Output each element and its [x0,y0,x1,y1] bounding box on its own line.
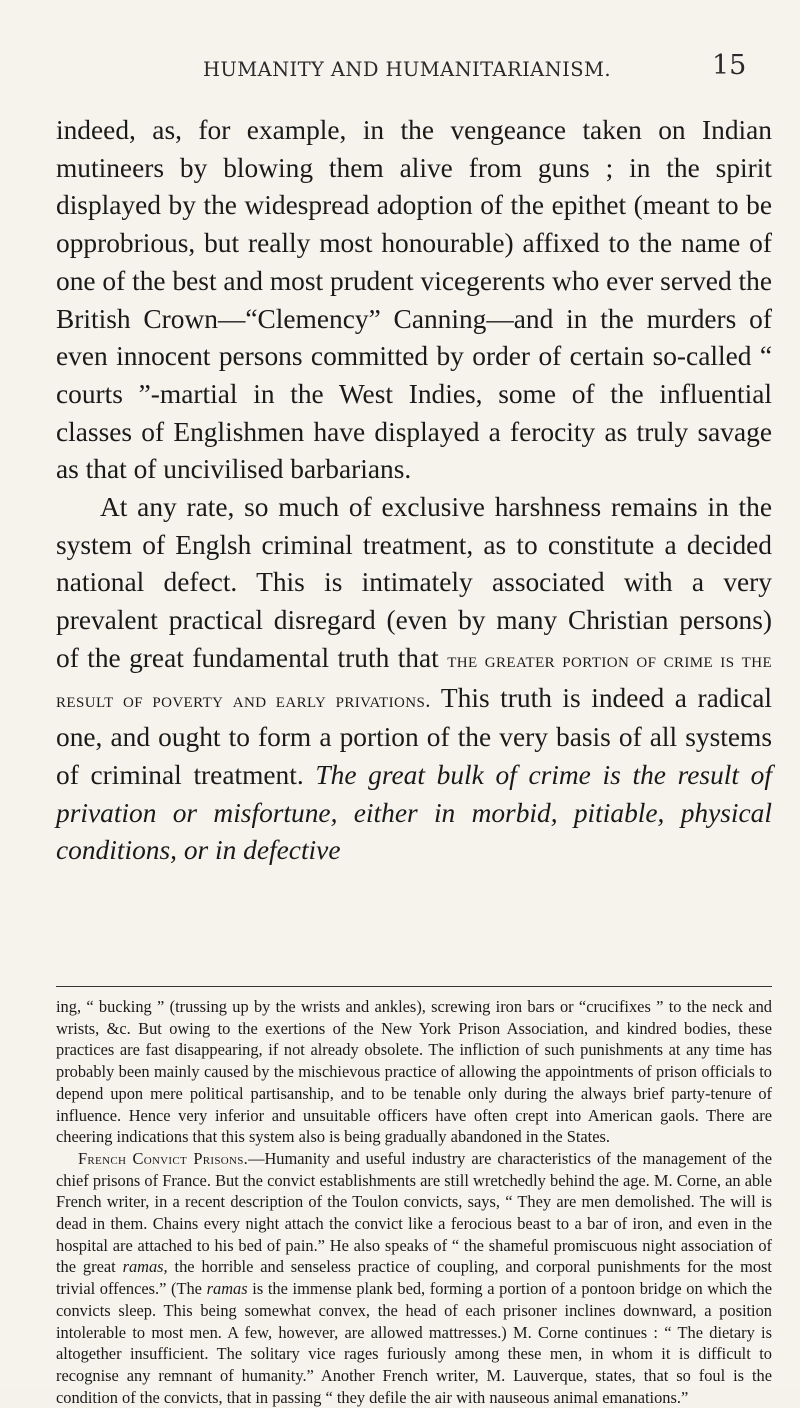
footnote-p2-italic-2: ramas [206,1279,248,1299]
footnote-paragraph-2 [56,1148,772,1408]
footnote-heading: French Convict Prisons. [78,1148,249,1168]
main-paragraph-2-italic: The great bulk of crime is the result of privation or misfortune, either in morbid, pitiable, physical conditions, or in defective [56,759,772,866]
main-paragraph-2-smallcaps: the greater portion of crime is the result of poverty and early privations. [56,647,773,712]
footnote-paragraph-1 [56,996,772,1148]
main-paragraph-1-text: indeed, as, for example, in the vengeance taken on Indian mutineers by blowing them alive from guns ; in the spirit displayed by the widespread adoption of the epithet (meant to be opprobrious, but really most honourable) affixed to the name of one of the best and most prudent vicegerents who ever served the British Crown—“Clemency” Canning—and in the murders of even innocent persons committed by order of certain so-called “ courts ”-martial in the West Indies, some of the influential classes of Englishmen have displayed a ferocity as truly savage as that of uncivilised barbarians. [56,115,772,485]
main-paragraph-2-tail: This truth is indeed a radical one, and ought to form a portion of the very basis of all systems of criminal treatment. [56,682,772,790]
footnote-paragraph-1-text: ing, “ bucking ” (trussing up by the wrists and ankles), screwing iron bars or “crucifixes ” to the neck and wrists, &c. But owing to the exertions of the New York Prison Association, and kindred bodies, these practices are fast disappearing, if not already obsolete. The infliction of such punishments at any time has probably been mainly caused by the mischievous practice of allowing the appointments of prison officials to depend upon mere political partisanship, and to be tenable only during the always brief party-tenure of influence. Hence very inferior and unsuitable officers have often crept into American gaols. There are cheering indications that this system also is being gradually abandoned in the States. [56,997,772,1147]
main-paragraph-2-lead: At any rate, so much of exclusive harshness remains in the system of Englsh criminal treatment, as to constitute a decided national defect. This is intimately associated with a very prevalent practical disregard (even by many Christian persons) of the great fundamental truth that [56,492,772,673]
running-title: HUMANITY AND HUMANITARIANISM. [203,58,611,81]
footnote-p2-part1: —Humanity and useful industry are characteristics of the management of the chief prisons of France. But the convict establishments are still wretchedly behind the age. M. Corne, an able French writer, in a recent description of the Toulon convicts, says, “ They are men demolished. The will is dead in them. Chains every night attach the convict like a ferocious beast to a bar of iron, and even in the hospital are attached to his bed of pain.” He also speaks of “ the shameful promiscuous night association of the great [56,1148,772,1277]
main-text [56,112,772,870]
footnote-p2-part3: is the immense plank bed, forming a portion of a pontoon bridge on which the convicts sleep. This being somewhat convex, the head of each prisoner inclines downward, a position intolerable to most men. A few, however, are allowed mattresses.) M. Corne continues : “ The dietary is altogether insufficient. The solitary vice rages furiously among these men, in whom it is difficult to recognise any remnant of humanity.” Another French writer, M. Lauverque, states, that so foul is the condition of the convicts, that in passing “ they defile the air with nauseous animal emanations.” [56,1279,773,1407]
main-paragraph-2 [56,489,772,870]
footnote-divider [56,986,772,987]
footnote-p2-part2: the horrible and senseless practice of coupling, and corporal punishments for the most trivial offences.” (The [56,1257,772,1299]
footnote-p2-italic-1: ramas, [122,1257,168,1277]
main-paragraph-1 [56,112,772,489]
running-head [0,50,800,98]
page-number: 15 [712,50,747,81]
footnote [56,996,772,1408]
